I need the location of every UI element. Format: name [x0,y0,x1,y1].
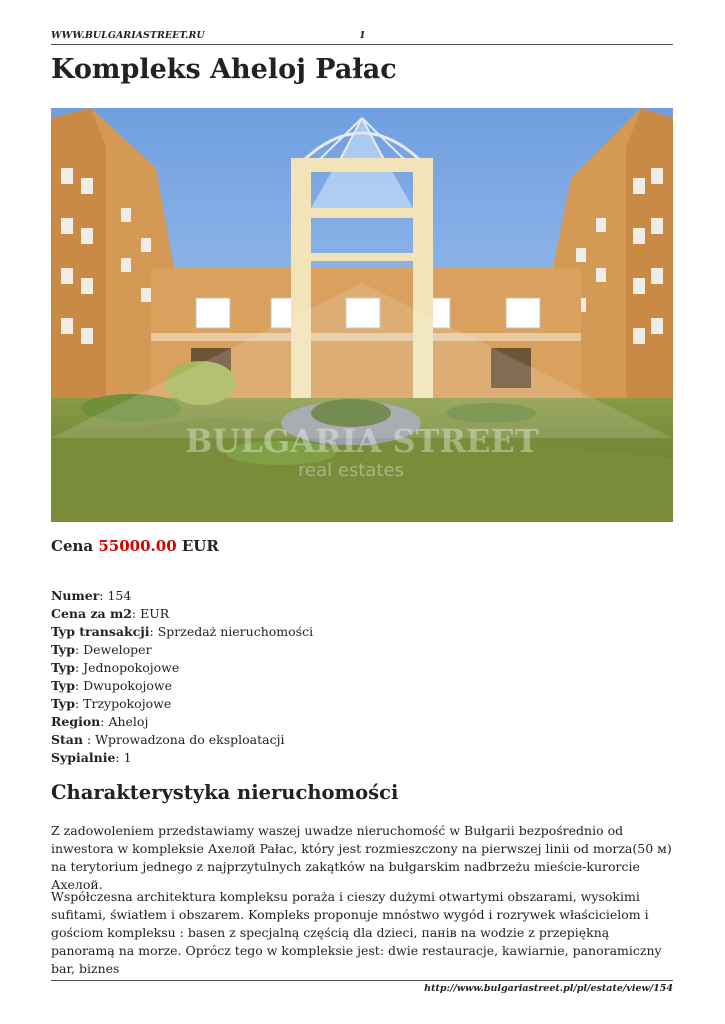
detail-label: Region [51,714,101,729]
detail-label: Typ [51,678,75,693]
description-paragraph: Z zadowoleniem przedstawiamy waszej uwadze nieruchomość w Bułgarii bezpośrednio od inwestora w kompleksie Ахелой Pałac, który jest rozmieszczony na pierwszej linii od morza(50 м) na terytorium jednego z najprzytulnych zakątków na bułgarskim nadbrzeżu mieście-kurorcie Ахелой. [51,823,672,892]
price-value: 55000.00 [98,537,177,555]
price-label: Cena [51,537,94,555]
detail-value: Deweloper [83,642,152,657]
detail-label: Stan [51,732,83,747]
detail-row: Typ: Deweloper [51,642,152,657]
detail-label: Typ transakcji [51,624,150,639]
detail-value: Sprzedaż nieruchomości [157,624,314,639]
detail-value: Dwupokojowe [83,678,173,693]
price-currency: EUR [181,537,219,555]
watermark-subtitle: real estates [298,460,404,481]
detail-value: 1 [123,750,132,765]
detail-value: EUR [140,606,170,621]
detail-value: 154 [107,588,132,603]
detail-value: Wprowadzona do eksploatacji [95,732,285,747]
detail-value: Trzypokojowe [83,696,172,711]
detail-label: Sypialnie [51,750,116,765]
details-list [51,587,313,767]
header-site: WWW.BULGARIASTREET.RU [51,30,205,41]
detail-label: Cena za m2 [51,606,132,621]
description-paragraph: Współczesna architektura kompleksu poraża i cieszy dużymi otwartymi obszarami, wysokimi sufitami, światłem i obszarem. Kompleks proponuje mnóstwo wygód i rozrywek właścicielom i gościom kompleksu : basen z specjalną częścią dla dzieci, панів na wodzie z przepiękną panoramą na morze. Oprócz tego w kompleksie jest: dwie restauracje, kawiarnie, panoramiczny bar, biznes [51,889,662,976]
detail-row: Typ: Trzypokojowe [51,696,172,711]
page-title: Kompleks Aheloj Pałac [51,54,397,85]
detail-row: Typ: Dwupokojowe [51,678,173,693]
detail-row: Region: Aheloj [51,714,149,729]
detail-value: Aheloj [108,714,149,729]
detail-value: Jednopokojowe [83,660,180,675]
detail-row: Stan : Wprowadzona do eksploatacji [51,732,285,747]
detail-row: Numer: 154 [51,588,132,603]
section-heading: Charakterystyka nieruchomości [51,781,399,804]
detail-label: Typ [51,660,75,675]
property-photo [51,108,673,522]
page-header [51,30,673,45]
property-photo-illustration [51,108,673,522]
page-footer [51,980,673,994]
header-page-number: 1 [359,30,366,41]
detail-label: Typ [51,642,75,657]
detail-row: Sypialnie: 1 [51,750,132,765]
detail-label: Typ [51,696,75,711]
watermark-title: BULGARIA STREET [185,422,539,460]
detail-row: Typ: Jednopokojowe [51,660,180,675]
detail-row: Cena za m2: EUR [51,606,170,621]
detail-label: Numer [51,588,100,603]
price-line [51,537,219,555]
detail-row: Typ transakcji: Sprzedaż nieruchomości [51,624,314,639]
footer-url: http://www.bulgariastreet.pl/pl/estate/view/154 [424,983,673,994]
